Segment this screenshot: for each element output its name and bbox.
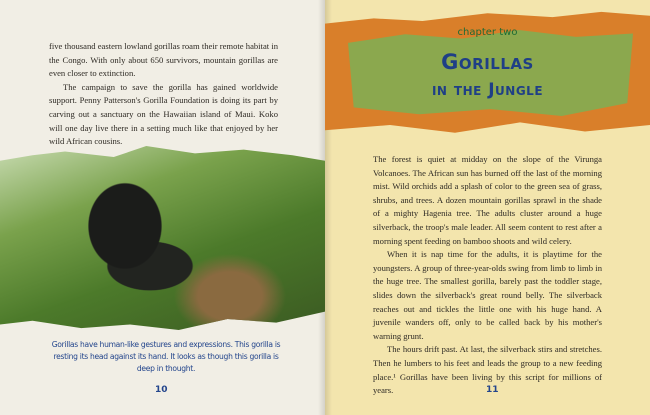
gorilla-photo <box>0 146 325 330</box>
page-number-right: 11 <box>486 385 499 395</box>
chapter-title-line2: in the Jungle <box>431 80 544 100</box>
paragraph: The forest is quiet at midday on the slope of the Virunga Volcanoes. The African sun has burned off the last of the morning mist. Wild orchids add a splash of color to the green sea of grass, shrubs, and trees. A dozen mountain gorillas sprawl in the shade of a mighty Hagenia tree. The adults cluster around a huge silverback, the troop's male leader. All seem content to rest after a morning spent feeding on bamboo shoots and wild celery. <box>373 154 602 246</box>
paragraph: When it is nap time for the adults, it is playtime for the youngsters. A group of three-year-olds swing from limb to limb in the huge tree. The smallest gorilla, barely past the toddler stage, slides down the silverback's great round belly. The silverback reaches out and tickles the little one with his huge hand. A juvenile wanders off, only to be called back by his mother's warning grunt. <box>373 249 602 341</box>
paragraph: The hours drift past. At last, the silverback stirs and stretches. Then he lumbers to his feet and leads the group to a new feeding place.¹ Gorillas have been living by this script for millions of years. <box>373 344 602 396</box>
page-number-left: 10 <box>155 385 168 395</box>
photo-caption: Gorillas have human-like gestures and expressions. This gorilla is resting its head against its hand. It looks as though this gorilla is deep in thought. <box>51 340 281 373</box>
right-body-text <box>373 153 602 398</box>
chapter-label: chapter two <box>457 27 518 38</box>
paragraph: The campaign to save the gorilla has gained worldwide support. Penny Patterson's Gorilla Foundation is doing its part by carving out a sanctuary on the Hawaiian island of Maui. Koko will one day live there in a setting much like that enjoyed by her wild African cousins. <box>49 81 278 147</box>
chapter-title-line1: Gorillas <box>441 50 534 74</box>
left-body-text <box>49 40 278 149</box>
paragraph: five thousand eastern lowland gorillas roam their remote habitat in the Congo. With only about 650 survivors, mountain gorillas are even closer to extinction. <box>49 41 278 79</box>
